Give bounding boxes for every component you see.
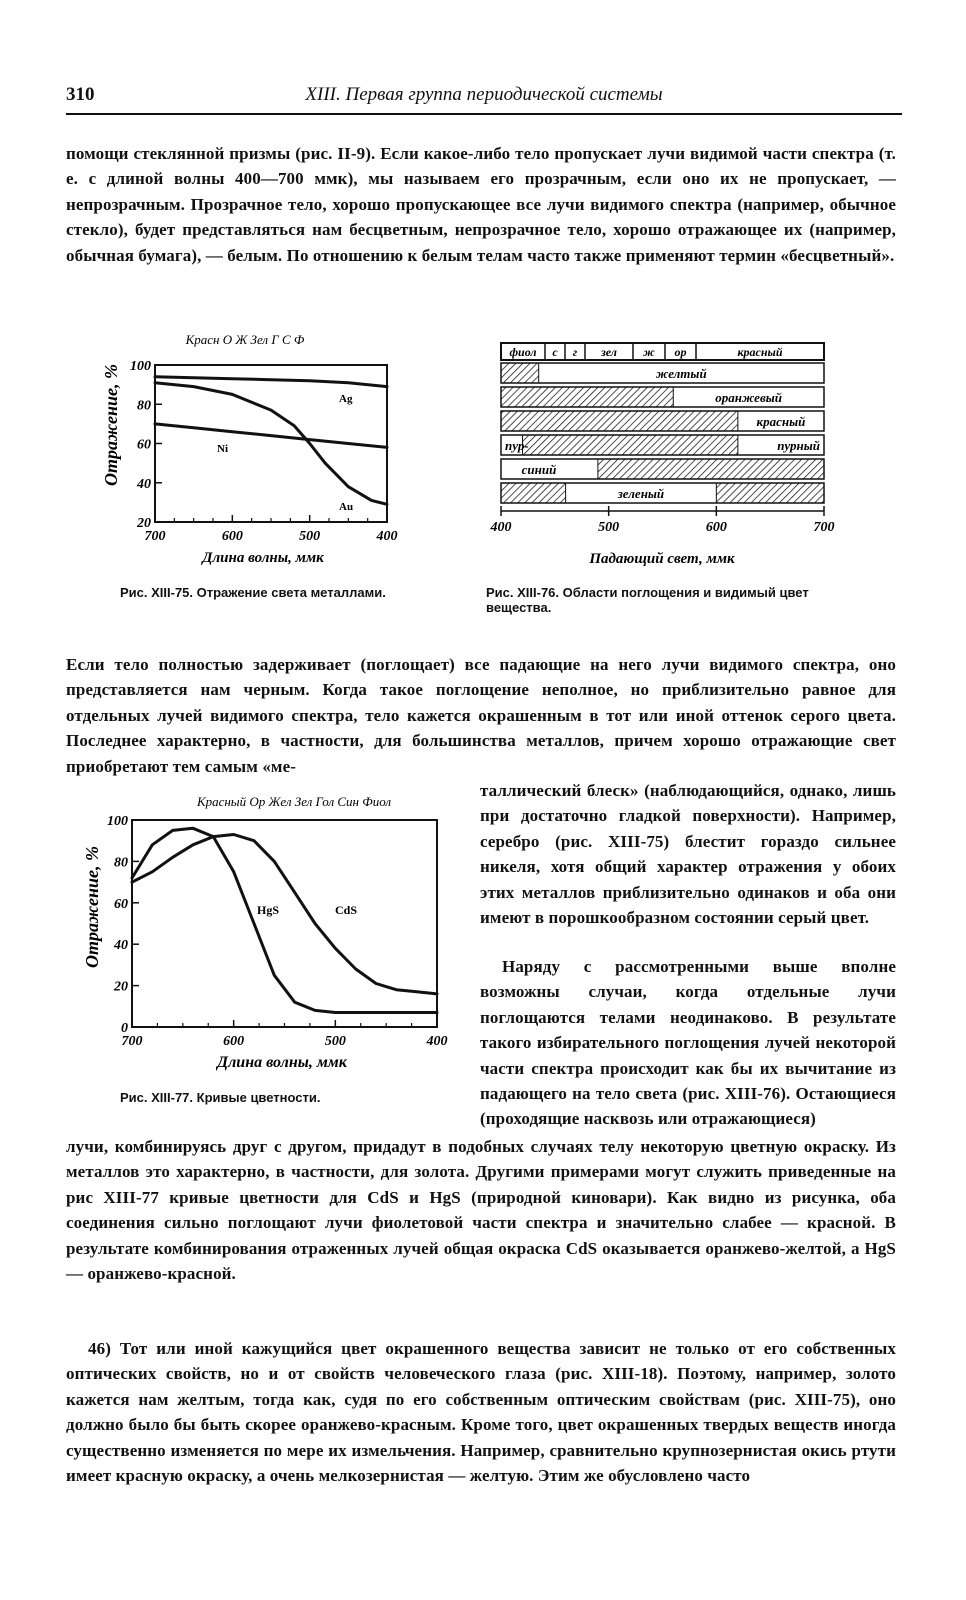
band-header-label: ж: [643, 345, 655, 359]
running-title: XIII. Первая группа периодической системы: [305, 84, 663, 105]
y-tick-label: 40: [114, 938, 128, 954]
x-tick-label: 600: [221, 529, 243, 544]
x-axis-label: Длина волны, ммк: [217, 1054, 347, 1071]
absorbed-region: [501, 483, 566, 503]
figure-xiii-77: [72, 792, 452, 1082]
figure-caption-xiii-76: Рис. XIII-76. Области поглощения и видимый цвет вещества.: [486, 585, 809, 615]
y-tick-label: 20: [114, 979, 128, 995]
paragraph-3-narrow: Наряду с рассмотренными выше вполне возможны случаи, когда отдельные лучи поглощаются телами неодинаково. В результате такого избирательного поглощения лучей некоторой части спектра происходит как бы их вычитание из падающего на тело света (рис. XIII-76). Остающиеся (проходящие насквозь или отражающиеся): [480, 957, 896, 1129]
band-header-label: г: [572, 345, 578, 359]
series-line-cds: [132, 835, 437, 994]
figure-caption-xiii-77: Рис. XIII-77. Кривые цветности.: [120, 1090, 321, 1105]
x-tick-label: 500: [324, 1034, 346, 1049]
band-header-label: зел: [601, 345, 617, 359]
x-axis-label: Падающий свет, ммк: [589, 551, 735, 567]
y-tick-label: 80: [137, 398, 151, 414]
y-axis-label: Отражение, %: [101, 364, 121, 486]
x-tick-label: 700: [813, 520, 835, 535]
visible-color-label: синий: [521, 462, 557, 477]
y-tick-label: 100: [130, 359, 151, 374]
spectrum-band-labels: Красный Ор Жел Зел Гол Син Фиол: [196, 794, 392, 809]
y-tick-label: 100: [107, 814, 128, 829]
chart-color-curves: [72, 792, 452, 1082]
x-tick-label: 600: [223, 1034, 245, 1049]
x-tick-label: 400: [376, 529, 398, 544]
visible-color-label: красный: [756, 414, 806, 429]
series-label-ag: Ag: [339, 393, 353, 405]
band-header-label: фиол: [509, 345, 537, 359]
absorbed-region: [501, 363, 539, 383]
absorbed-region: [523, 435, 738, 455]
chart-reflection-metals: [101, 330, 398, 580]
absorbed-region: [501, 387, 673, 407]
x-tick-label: 700: [121, 1034, 143, 1049]
series-label-hgs: HgS: [257, 903, 280, 917]
y-tick-label: 80: [114, 855, 128, 871]
y-tick-label: 20: [137, 516, 151, 531]
plot-frame: [132, 820, 437, 1027]
x-tick-label: 700: [144, 529, 166, 544]
y-tick-label: 60: [114, 896, 128, 912]
band-header-label: красный: [737, 345, 783, 359]
absorbed-region: [501, 411, 738, 431]
visible-color-label: зеленый: [617, 486, 665, 501]
y-axis-label: Отражение, %: [82, 846, 102, 968]
y-tick-label: 60: [137, 437, 151, 453]
series-label-au: Au: [339, 501, 354, 513]
spectrum-band-labels: Красн О Ж Зел Г С Ф: [185, 332, 305, 347]
figure-xiii-76: [487, 335, 847, 575]
x-tick-label: 500: [598, 520, 620, 535]
band-header-label: ор: [674, 345, 687, 359]
x-tick-label: 400: [490, 520, 512, 535]
absorbed-region: [598, 459, 824, 479]
y-tick-label: 0: [121, 1021, 128, 1036]
visible-color-label: желтый: [655, 366, 707, 381]
visible-color-label: пур-: [505, 438, 529, 453]
x-axis-label: Длина волны, ммк: [202, 550, 324, 566]
chart-absorption-regions: [487, 335, 847, 575]
header-rule: [66, 113, 902, 115]
y-tick-label: 40: [137, 476, 151, 492]
absorbed-region: [716, 483, 824, 503]
x-tick-label: 500: [299, 529, 321, 544]
paragraph-2-full-width: Если тело полностью задерживает (поглощает) все падающие на него лучи видимого спектра, оно представляется нам черным. Когда такое поглощение неполное, но приблизительно равное для отдельных лучей видимого спектра, тело кажется окрашенным в тот или иной оттенок серого цвета. Последнее характерно, в частности, для большинства металлов, причем хорошо отражающие свет приобретают тем самым «ме-: [66, 655, 896, 776]
visible-color-label: пурный: [777, 438, 820, 453]
paragraph-3-full-width: лучи, комбинируясь друг с другом, придадут в подобных случаях телу некоторую цветную окраску. Из металлов это характерно, в частности, для золота. Другими примерами могут служить приведенные на рис XIII-77 кривые цветности для CdS и HgS (природной киновари). Как видно из рисунка, оба соединения сильно поглощают лучи фиолетовой части спектра и значительно слабее — красной. В результате комбинирования отраженных лучей общая окраска CdS оказывается оранжево-желтой, а HgS — оранжево-красной.: [66, 1137, 896, 1284]
figure-xiii-75: [101, 330, 398, 580]
series-label-cds: CdS: [335, 903, 358, 917]
series-label-ni: Ni: [217, 443, 228, 455]
x-tick-label: 400: [426, 1034, 448, 1049]
paragraph-4: 46) Тот или иной кажущийся цвет окрашенного вещества зависит не только от его собственных оптических свойств, но и от свойств человеческого глаза (рис. XIII-18). Поэтому, например, золото кажется нам желтым, тогда как, судя по его собственным оптическим свойствам (рис. XIII-75), оно должно было бы быть скорее оранжево-красным. Кроме того, цвет окрашенных твердых веществ иногда существенно изменяется по мере их измельчения. Например, сравнительно крупнозернистая окись ртути имеет красную окраску, а очень мелкозернистая — желтую. Этим же обусловлено часто: [66, 1339, 896, 1486]
band-header-label: с: [552, 345, 558, 359]
series-line-ni: [155, 424, 387, 448]
figure-caption-xiii-75: Рис. XIII-75. Отражение света металлами.: [120, 585, 386, 600]
paragraph-1: помощи стеклянной призмы (рис. II-9). Если какое-либо тело пропускает лучи видимой части спектра (т. е. с длиной волны 400—700 ммк), мы называем его прозрачным, если оно их не пропускает, — непрозрачным. Прозрачное тело, хорошо пропускающее все лучи видимого спектра (например, обычное стекло), будет представляться нам бесцветным, непрозрачное тело, хорошо отражающее их (например, обычная бумага), — белым. По отношению к белым телам часто также применяют термин «бесцветный».: [66, 144, 896, 265]
paragraph-2-narrow: таллический блеск» (наблюдающийся, однако, лишь при достаточно гладкой поверхности). Например, серебро (рис. XIII-75) блестит гораздо сильнее никеля, хотя общий характер отражения у обоих этих металлов приблизительно одинаков и оба они имеют в порошкообразном состоянии серый цвет.: [480, 781, 896, 928]
page-header: [66, 84, 902, 114]
page-number: 310: [66, 84, 95, 105]
x-tick-label: 600: [705, 520, 727, 535]
visible-color-label: оранжевый: [715, 390, 783, 405]
